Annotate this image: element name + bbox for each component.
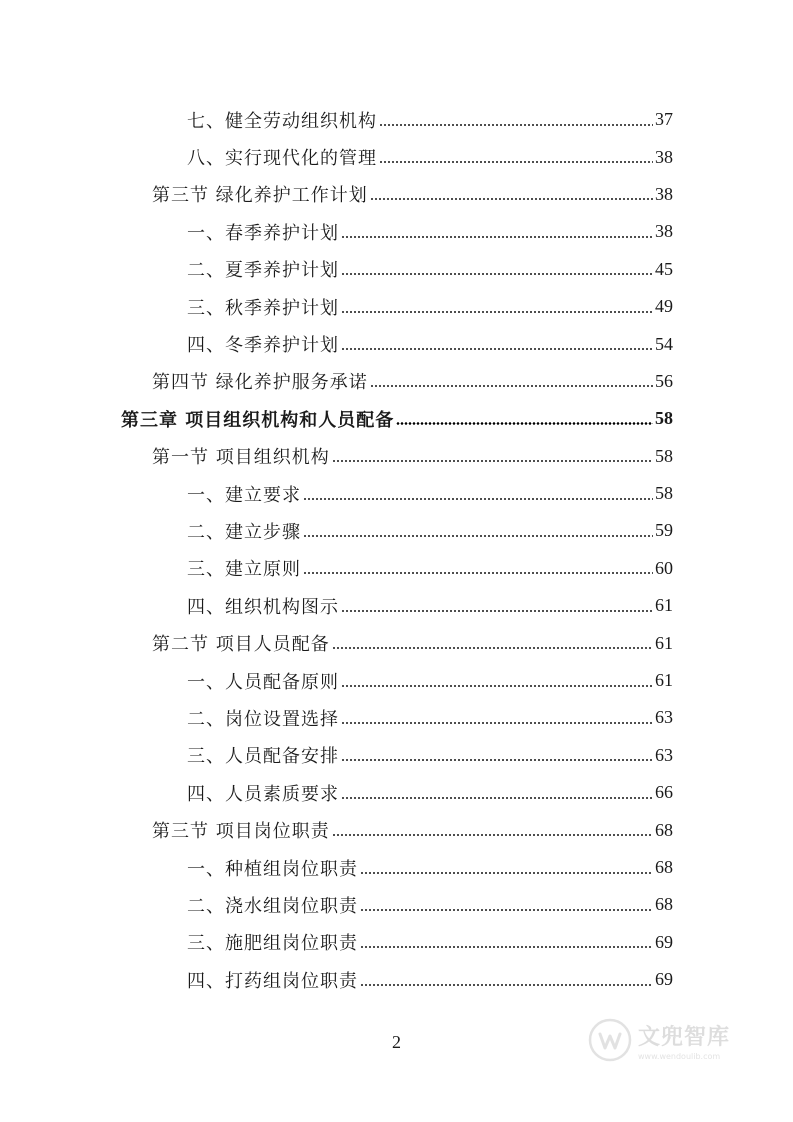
toc-entry-page: 68: [655, 819, 673, 840]
watermark: [588, 1018, 730, 1062]
table-of-contents: [0, 101, 793, 998]
toc-entry-title: 一、春季养护计划: [187, 222, 339, 244]
toc-entry[interactable]: [0, 587, 793, 624]
toc-dot-leader: [332, 460, 653, 462]
toc-entry-title: 一、人员配备原则: [187, 671, 339, 693]
toc-entry-title: 二、建立步骤: [187, 521, 301, 543]
toc-entry-title: 第二节 项目人员配备: [152, 634, 330, 656]
toc-entry[interactable]: [0, 475, 793, 512]
toc-entry-page: 54: [655, 333, 673, 354]
toc-entry-page: 68: [655, 894, 673, 915]
page-number: 2: [392, 1032, 401, 1052]
toc-entry-title: 一、建立要求: [187, 484, 301, 506]
toc-dot-leader: [332, 834, 653, 836]
toc-entry-page: 49: [655, 296, 673, 317]
toc-dot-leader: [341, 797, 653, 799]
toc-entry-page: 60: [655, 557, 673, 578]
toc-dot-leader: [341, 722, 653, 724]
toc-entry[interactable]: [0, 325, 793, 362]
toc-entry-page: 38: [655, 146, 673, 167]
toc-dot-leader: [303, 535, 653, 537]
toc-entry-page: 66: [655, 782, 673, 803]
toc-dot-leader: [341, 348, 653, 350]
toc-entry-page: 68: [655, 857, 673, 877]
toc-entry-page: 58: [655, 445, 673, 466]
toc-entry-page: 63: [655, 707, 673, 728]
toc-entry-page: 58: [655, 483, 673, 504]
toc-entry-title: 第一节 项目组织机构: [152, 447, 330, 469]
toc-entry[interactable]: [0, 849, 793, 886]
toc-entry[interactable]: [0, 699, 793, 736]
toc-entry-page: 69: [655, 931, 673, 952]
toc-entry-title: 二、夏季养护计划: [187, 260, 339, 282]
toc-entry[interactable]: [0, 774, 793, 811]
toc-entry[interactable]: [0, 662, 793, 699]
toc-entry-page: 61: [655, 595, 673, 616]
toc-entry[interactable]: [0, 400, 793, 437]
toc-entry-title: 三、建立原则: [187, 559, 301, 581]
toc-dot-leader: [341, 311, 653, 313]
toc-entry[interactable]: [0, 924, 793, 961]
toc-entry-page: 37: [655, 109, 673, 130]
toc-entry[interactable]: [0, 550, 793, 587]
toc-entry[interactable]: [0, 251, 793, 288]
toc-dot-leader: [396, 422, 653, 425]
toc-entry[interactable]: [0, 176, 793, 213]
toc-entry-page: 38: [655, 183, 673, 204]
toc-dot-leader: [341, 236, 653, 238]
toc-dot-leader: [303, 572, 653, 574]
toc-dot-leader: [379, 124, 653, 126]
toc-dot-leader: [303, 498, 653, 500]
toc-entry-title: 三、施肥组岗位职责: [187, 933, 358, 955]
toc-entry[interactable]: [0, 811, 793, 848]
wendou-logo-icon: [588, 1018, 632, 1062]
toc-dot-leader: [370, 198, 653, 200]
toc-entry[interactable]: [0, 101, 793, 138]
toc-entry-title: 七、健全劳动组织机构: [187, 110, 377, 132]
toc-entry-title: 一、种植组岗位职责: [187, 858, 358, 880]
toc-entry-title: 二、岗位设置选择: [187, 708, 339, 730]
watermark-url: www.wendoulib.com: [638, 1051, 721, 1061]
toc-entry-page: 63: [655, 744, 673, 765]
toc-entry[interactable]: [0, 737, 793, 774]
toc-entry-title: 四、冬季养护计划: [187, 335, 339, 357]
toc-entry-title: 三、人员配备安排: [187, 746, 339, 768]
toc-entry-title: 二、浇水组岗位职责: [187, 895, 358, 917]
toc-dot-leader: [341, 610, 653, 612]
toc-entry-page: 69: [655, 969, 673, 990]
toc-entry-page: 56: [655, 370, 673, 391]
toc-entry[interactable]: [0, 438, 793, 475]
toc-entry[interactable]: [0, 961, 793, 998]
toc-dot-leader: [360, 909, 653, 911]
toc-entry-title: 第三节 项目岗位职责: [152, 821, 330, 843]
toc-entry[interactable]: [0, 288, 793, 325]
watermark-brand: 文兜智库: [638, 1024, 731, 1050]
toc-entry-page: 61: [655, 670, 673, 691]
toc-dot-leader: [341, 273, 653, 275]
toc-entry-page: 45: [655, 258, 673, 279]
toc-dot-leader: [360, 946, 653, 948]
toc-entry-title: 三、秋季养护计划: [187, 297, 339, 319]
toc-entry-page: 38: [655, 221, 673, 242]
toc-entry[interactable]: [0, 138, 793, 175]
toc-dot-leader: [332, 647, 653, 649]
toc-entry[interactable]: [0, 886, 793, 923]
toc-entry-title: 四、组织机构图示: [187, 596, 339, 618]
toc-dot-leader: [341, 685, 653, 687]
toc-dot-leader: [341, 759, 653, 761]
toc-entry-title: 第三章 项目组织机构和人员配备: [121, 409, 395, 431]
toc-entry[interactable]: [0, 213, 793, 250]
toc-entry-page: 61: [655, 632, 673, 653]
toc-dot-leader: [360, 984, 653, 986]
toc-entry-page: 58: [655, 408, 673, 429]
toc-entry[interactable]: [0, 363, 793, 400]
toc-entry-title: 四、人员素质要求: [187, 783, 339, 805]
toc-entry[interactable]: [0, 624, 793, 661]
toc-entry-page: 59: [655, 520, 673, 541]
toc-dot-leader: [360, 872, 653, 874]
toc-entry-title: 四、打药组岗位职责: [187, 970, 358, 992]
toc-entry-title: 第四节 绿化养护服务承诺: [152, 372, 368, 394]
toc-dot-leader: [370, 385, 653, 387]
toc-entry-title: 第三节 绿化养护工作计划: [152, 185, 368, 207]
toc-entry-title: 八、实行现代化的管理: [187, 148, 377, 170]
toc-dot-leader: [379, 161, 653, 163]
toc-entry[interactable]: [0, 512, 793, 549]
